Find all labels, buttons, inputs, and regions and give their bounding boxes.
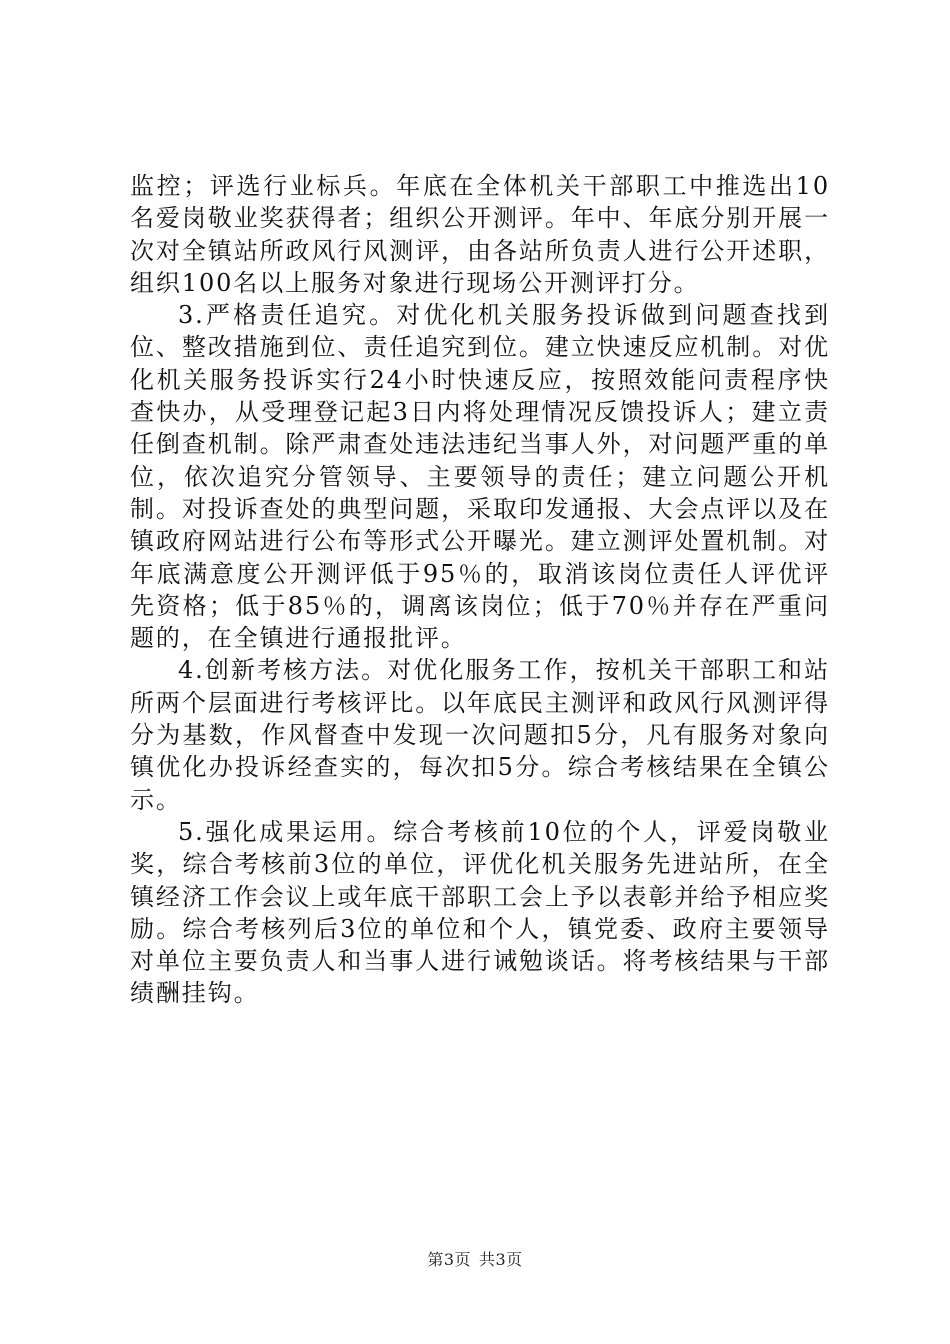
paragraph-continuation: 监控；评选行业标兵。年底在全体机关干部职工中推选出10名爱岗敬业奖获得者；组织公开测评。年中、年底分别开展一次对全镇站所政风行风测评，由各站所负责人进行公开述职，组织100名以上服务对象进行现场公开测评打分。 (130, 172, 830, 297)
page-number: 第3页 (427, 1250, 471, 1269)
page-total: 共3页 (479, 1250, 523, 1269)
paragraph-item-4: 4.创新考核方法。对优化服务工作，按机关干部职工和站所两个层面进行考核评比。以年底民主测评和政风行风测评得分为基数，作风督查中发现一次问题扣5分，凡有服务对象向镇优化办投诉经查实的，每次扣5分。综合考核结果在全镇公示。 (130, 656, 830, 814)
paragraph-item-3: 3.严格责任追究。对优化机关服务投诉做到问题查找到位、整改措施到位、责任追究到位。建立快速反应机制。对优化机关服务投诉实行24小时快速反应，按照效能问责程序快查快办，从受理登记起3日内将处理情况反馈投诉人；建立责任倒查机制。除严肃查处违法违纪当事人外，对问题严重的单位，依次追究分管领导、主要领导的责任；建立问题公开机制。对投诉查处的典型问题，采取印发通报、大会点评以及在镇政府网站进行公布等形式公开曝光。建立测评处置机制。对年底满意度公开测评低于95％的，取消该岗位责任人评优评先资格；低于85％的，调离该岗位；低于70％并存在严重问题的，在全镇进行通报批评。 (130, 301, 830, 653)
paragraph-item-5: 5.强化成果运用。综合考核前10位的个人，评爱岗敬业奖，综合考核前3位的单位，评优化机关服务先进站所，在全镇经济工作会议上或年底干部职工会上予以表彰并给予相应奖励。综合考核列后3位的单位和个人，镇党委、政府主要领导对单位主要负责人和当事人进行诫勉谈话。将考核结果与干部绩酬挂钩。 (130, 817, 830, 1008)
page-footer (0, 1250, 950, 1270)
document-body (130, 170, 830, 1010)
